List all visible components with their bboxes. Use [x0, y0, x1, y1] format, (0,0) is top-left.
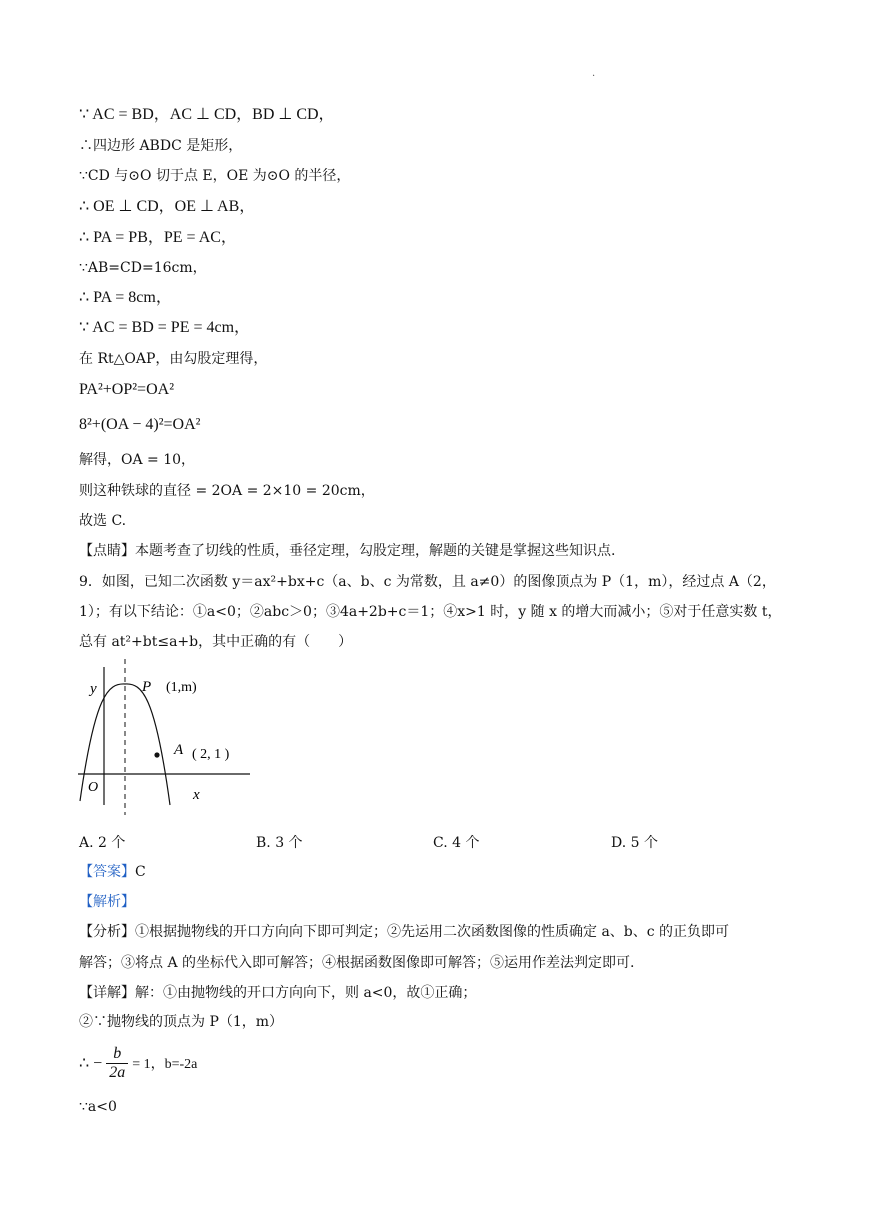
proof-line: ∴ PA = 8cm， — [79, 289, 172, 306]
answer-value: C — [135, 864, 146, 880]
formula-suffix: = 1，b=-2a — [132, 1057, 198, 1072]
formula-prefix: ∴ − — [79, 1055, 103, 1072]
solution-line: 【分析】①根据抛物线的开口方向向下即可判定；②先运用二次函数图像的性质确定 a、b、c 的正负即可 — [79, 924, 730, 940]
proof-line: ∴四边形 ABDC 是矩形， — [79, 138, 243, 154]
vertex-coordinate: (1,m) — [166, 680, 197, 695]
y-axis-label: y — [90, 681, 97, 697]
option-d: D. 5 个 — [611, 835, 658, 851]
analysis-tag: 【解析】 — [79, 894, 135, 910]
proof-line: ∴ PA = PB，PE = AC， — [79, 229, 237, 246]
option-a: A. 2 个 — [79, 835, 126, 851]
answer-line — [79, 862, 146, 882]
parabola-figure — [70, 655, 260, 815]
proof-line: ∵CD 与⊙O 切于点 E，OE 为⊙O 的半径， — [79, 168, 351, 184]
origin-label: O — [88, 780, 99, 795]
answer-tag: 【答案】 — [79, 864, 135, 880]
question-line: 9．如图，已知二次函数 y＝ax²+bx+c（a、b、c 为常数，且 a≠0）的图像顶点为 P（1，m），经过点 A（2， — [79, 574, 776, 590]
solution-line: 解答；③将点 A 的坐标代入即可解答；④根据函数图像即可解答；⑤运用作差法判定即可. — [79, 955, 635, 971]
fraction — [106, 1045, 128, 1082]
proof-line: 在 Rt△OAP，由勾股定理得， — [79, 351, 268, 367]
equation-line: 8²+(OA − 4)²=OA² — [79, 416, 201, 433]
solution-line: 【详解】解：①由抛物线的开口方向向下，则 a<0，故①正确； — [79, 985, 477, 1001]
comment-line: 【点睛】本题考查了切线的性质，垂径定理，勾股定理，解题的关键是掌握这些知识点. — [79, 543, 616, 559]
fraction-numerator: b — [113, 1044, 122, 1062]
equation-line: PA²+OP²=OA² — [79, 381, 174, 398]
solution-line: ∵a<0 — [79, 1099, 117, 1115]
proof-line: ∵AB=CD=16cm， — [79, 260, 207, 276]
proof-line: 解得，OA = 10， — [79, 452, 196, 468]
x-axis-label: x — [193, 787, 200, 803]
option-b: B. 3 个 — [256, 835, 303, 851]
proof-line: ∵ AC = BD = PE = 4cm， — [79, 319, 251, 336]
proof-line: 故选 C. — [79, 513, 127, 529]
proof-line: 则这种铁球的直径 = 2OA = 2×10 = 20cm， — [79, 483, 375, 499]
question-line: 总有 at²+bt≤a+b，其中正确的有（ ） — [79, 634, 353, 650]
solution-line: ②∵抛物线的顶点为 P（1，m） — [79, 1014, 284, 1030]
option-c: C. 4 个 — [433, 835, 480, 851]
point-a-label: A — [174, 742, 184, 758]
proof-line: ∵ AC = BD，AC ⊥ CD，BD ⊥ CD， — [79, 106, 335, 123]
question-line: 1）；有以下结论：①a<0；②abc＞0；③4a+2b+c＝1；④x>1 时，y 随 x 的增大而减小；⑤对于任意实数 t， — [79, 604, 782, 620]
proof-line: ∴ OE ⊥ CD，OE ⊥ AB， — [79, 198, 256, 215]
vertex-label: P — [142, 679, 152, 695]
point-a-marker — [154, 752, 159, 757]
fraction-formula — [79, 1040, 197, 1086]
page-marker: . — [592, 68, 596, 79]
fraction-denominator: 2a — [109, 1063, 126, 1081]
point-a-coordinate: ( 2, 1 ) — [192, 747, 230, 762]
